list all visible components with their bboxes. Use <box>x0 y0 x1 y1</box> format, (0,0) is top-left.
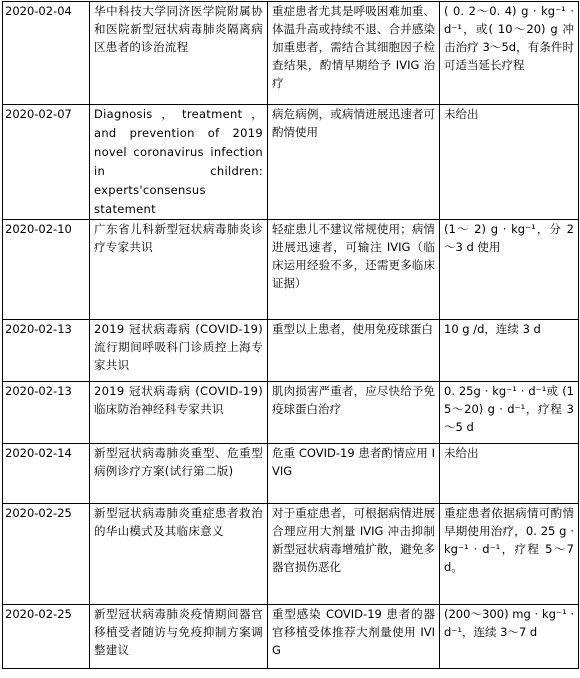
guideline-table <box>2 1 579 669</box>
table-row <box>3 605 579 669</box>
guideline-title-cell: 2019 冠状病毒病 (COVID-19) 流行期间呼吸科门诊质控上海专家共识 <box>90 320 268 382</box>
date-cell: 2020-02-25 <box>3 504 90 605</box>
guideline-title-cell: 新型冠状病毒肺炎重型、危重型病例诊疗方案(试行第二版) <box>90 444 268 504</box>
table-row <box>3 105 579 220</box>
dosage-cell: 重症患者依据病情可酌情早期使用治疗，0. 25 g · kg⁻¹ · d⁻¹，疗程 5～7 d。 <box>440 504 579 605</box>
guideline-title-cell: 华中科技大学同济医学院附属协和医院新型冠状病毒肺炎隔离病区患者的诊治流程 <box>90 2 268 105</box>
guideline-title-cell: 广东省儿科新型冠状病毒肺炎诊疗专家共识 <box>90 220 268 320</box>
indication-cell: 危重 COVID-19 患者酌情应用 IVIG <box>268 444 440 504</box>
dosage-cell: (200～300) mg · kg⁻¹ · d⁻¹，连续 3～7 d <box>440 605 579 669</box>
indication-cell: 重症患者尤其是呼吸困难加重、体温升高或持续不退、合并感染加重患者，需结合其细胞因子检查结果，酌情早期给予 IVIG 治疗 <box>268 2 440 105</box>
date-cell: 2020-02-07 <box>3 105 90 220</box>
date-cell: 2020-02-04 <box>3 2 90 105</box>
dosage-cell: ( 0. 2～0. 4) g · kg⁻¹ · d⁻¹，或( 10～20) g 冲击治疗 3～5d，有条件时可适当延长疗程 <box>440 2 579 105</box>
table-row <box>3 382 579 444</box>
guideline-title-cell: 新型冠状病毒肺炎重症患者救治的华山模式及其临床意义 <box>90 504 268 605</box>
guideline-title-cell: 2019 冠状病毒病 (COVID-19) 临床防治神经科专家共识 <box>90 382 268 444</box>
dosage-cell: 10 g /d，连续 3 d <box>440 320 579 382</box>
date-cell: 2020-02-14 <box>3 444 90 504</box>
table-row <box>3 320 579 382</box>
dosage-cell: 未给出 <box>440 105 579 220</box>
date-cell: 2020-02-13 <box>3 382 90 444</box>
indication-cell: 重型以上患者，使用免疫球蛋白 <box>268 320 440 382</box>
date-cell: 2020-02-10 <box>3 220 90 320</box>
dosage-cell: (1～ 2) g · kg⁻¹，分 2～3 d 使用 <box>440 220 579 320</box>
dosage-cell: 0. 25g · kg⁻¹ · d⁻¹或 (15～20) g · d⁻¹，疗程 3～5 d <box>440 382 579 444</box>
indication-cell: 肌肉损害严重者，应尽快给予免疫球蛋白治疗 <box>268 382 440 444</box>
table-row <box>3 220 579 320</box>
dosage-cell: 未给出 <box>440 444 579 504</box>
indication-cell: 病危病例，或病情进展迅速者可酌情使用 <box>268 105 440 220</box>
table-row <box>3 444 579 504</box>
guideline-title-cell: Diagnosis，treatment， and prevention of 2019 novel coronavirus infection in children: experts'consensus statement <box>90 105 268 220</box>
table-row <box>3 504 579 605</box>
indication-cell: 重型感染 COVID-19 患者的器官移植受体推荐大剂量使用 IVIG <box>268 605 440 669</box>
indication-cell: 对于重症患者，可根据病情进展合理应用大剂量 IVIG 冲击抑制新型冠状病毒增殖扩散，避免多器官损伤恶化 <box>268 504 440 605</box>
date-cell: 2020-02-13 <box>3 320 90 382</box>
date-cell: 2020-02-25 <box>3 605 90 669</box>
indication-cell: 轻症患儿不建议常规使用；病情进展迅速者，可输注 IVIG（临床运用经验不多，还需更多临床证据） <box>268 220 440 320</box>
guideline-title-cell: 新型冠状病毒肺炎疫情期间器官移植受者随访与免疫抑制方案调整建议 <box>90 605 268 669</box>
table-row <box>3 2 579 105</box>
